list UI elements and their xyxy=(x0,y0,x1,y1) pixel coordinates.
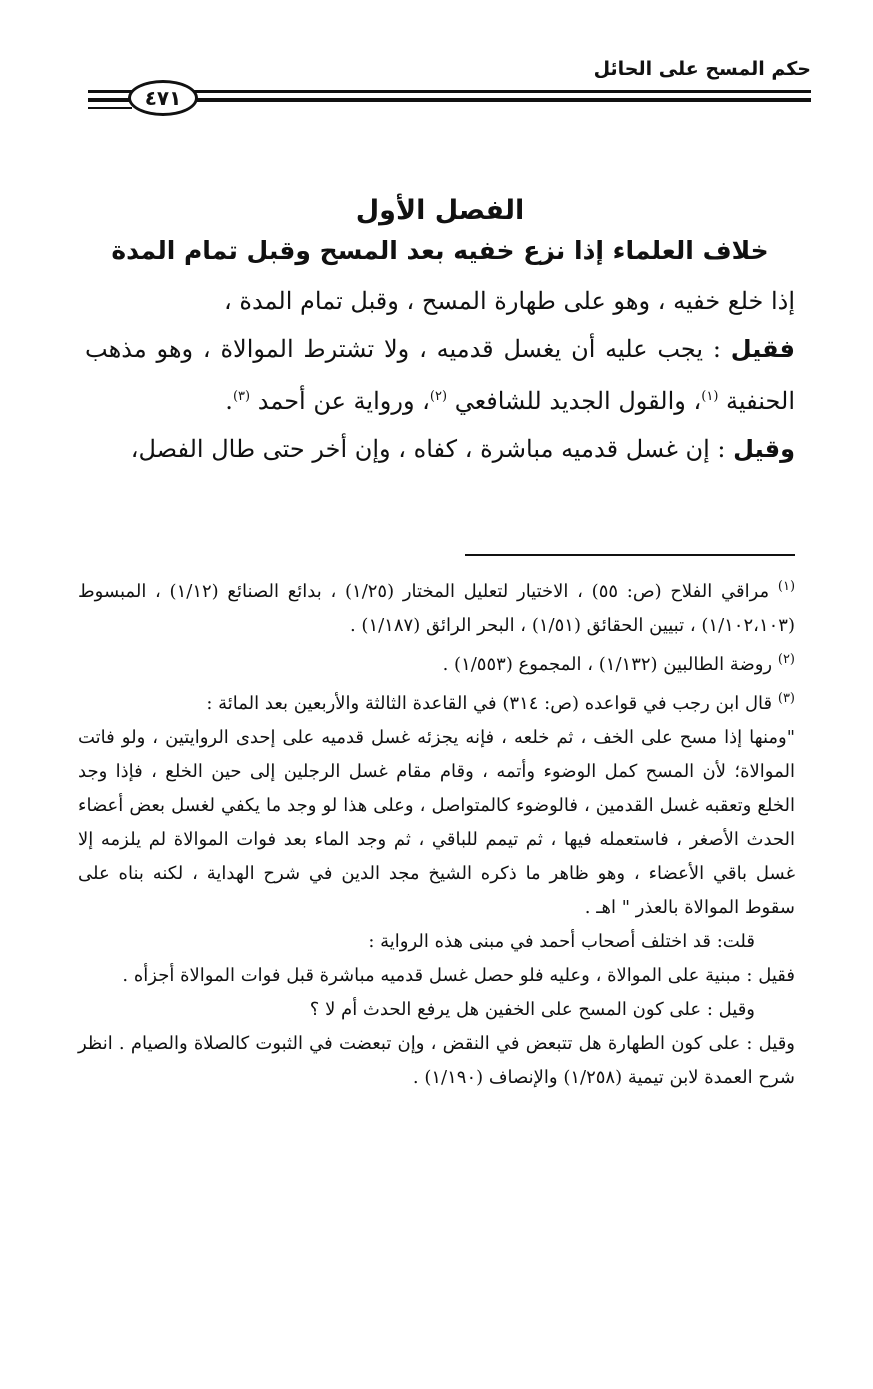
footnote-mark: (٢) xyxy=(777,652,795,667)
footnotes xyxy=(78,570,795,1095)
opinion-paragraph xyxy=(85,325,795,425)
footnote-separator xyxy=(465,554,795,556)
footnote-text: روضة الطالبين (١/١٣٢) ، المجموع (١/٥٥٣) . xyxy=(442,654,773,675)
footnote-text: قال ابن رجب في قواعده (ص: ٣١٤) في القاعدة الثالثة والأربعين بعد المائة : xyxy=(206,693,773,714)
footnote-3 xyxy=(78,682,795,721)
page-header xyxy=(0,0,873,130)
period: . xyxy=(225,387,233,415)
footnote-mark: (١) xyxy=(777,579,796,594)
footnote-mark: (٣) xyxy=(777,691,795,706)
intro-paragraph: إذا خلع خفيه ، وهو على طهارة المسح ، وقبل تمام المدة ، xyxy=(224,287,795,315)
running-title: حكم المسح على الحائل xyxy=(593,58,811,80)
footnote-1 xyxy=(78,570,795,643)
opinion-lead: وقيل xyxy=(733,435,795,463)
footnote-2 xyxy=(78,643,795,682)
footnote-ref[interactable]: (٢) xyxy=(429,389,448,404)
footnote-text: مراقي الفلاح (ص: ٥٥) ، الاختيار لتعليل المختار (١/٢٥) ، بدائع الصنائع (١/١٢) ، المبسوط (١/١٠٢،١٠٣) ، تبيين الحقائق (١/٥١) ، البحر الرائق (١/١٨٧) . xyxy=(78,581,795,636)
footnote-opinion: وقيل : على كون المسح على الخفين هل يرفع الحدث أم لا ؟ xyxy=(309,999,755,1020)
footnote-ref[interactable]: (٣) xyxy=(232,389,251,404)
page-number: ٤٧١ xyxy=(128,80,198,116)
footnote-opinion: فقيل : مبنية على الموالاة ، وعليه فلو حصل غسل قدميه مباشرة قبل فوات الموالاة أجزأه . xyxy=(122,965,795,986)
footnote-quote: "ومنها إذا مسح على الخف ، ثم خلعه ، فإنه يجزئه غسل قدميه على إحدى الروايتين ، ولو فاتت الموالاة؛ لأن المسح كمل الوضوء وأتمه ، وقام مقام غسل الرجلين إلى حين الخلع ، فإذا وجد الخلع وتعقبه غسل القدمين ، فالوضوء كالمتواصل ، وعلى هذا لو وجد ما يكفي لغسل بعض أعضاء الحدث الأصغر ، فاستعمله فيها ، ثم تيمم للباقي ، ثم وجد الماء بعد فوات الموالاة لم يلزمه إلا غسل باقي الأعضاء ، وهو ظاهر ما ذكره الشيخ مجد الدين في شرح الهداية ، لكنه بناه على سقوط الموالاة بالعذر " اهـ . xyxy=(78,727,795,918)
header-rule xyxy=(88,107,132,109)
opinion-paragraph xyxy=(85,425,795,473)
chapter-subtitle: خلاف العلماء إذا نزع خفيه بعد المسح وقبل تمام المدة xyxy=(111,236,769,265)
opinion-text: ، ورواية عن أحمد xyxy=(257,387,430,415)
opinion-text: : يجب عليه أن يغسل قدميه ، ولا تشترط الموالاة ، وهو مذهب الحنفية xyxy=(85,335,795,415)
footnote-ref[interactable]: (١) xyxy=(701,389,719,404)
opinion-lead: فقيل xyxy=(730,335,795,363)
chapter-title: الفصل الأول xyxy=(355,195,525,226)
opinion-text: : إن غسل قدميه مباشرة ، كفاه ، وإن أخر حتى طال الفصل، xyxy=(130,435,726,463)
main-text xyxy=(85,195,795,473)
footnote-note: قلت: قد اختلف أصحاب أحمد في مبنى هذه الرواية : xyxy=(368,931,755,952)
opinion-text: ، والقول الجديد للشافعي xyxy=(454,387,702,415)
footnote-opinion: وقيل : على كون الطهارة هل تتبعض في النقض ، وإن تبعضت في الثبوت كالصلاة والصيام . انظر شرح العمدة لابن تيمية (١/٢٥٨) والإنصاف (١/١٩٠) . xyxy=(78,1033,795,1088)
